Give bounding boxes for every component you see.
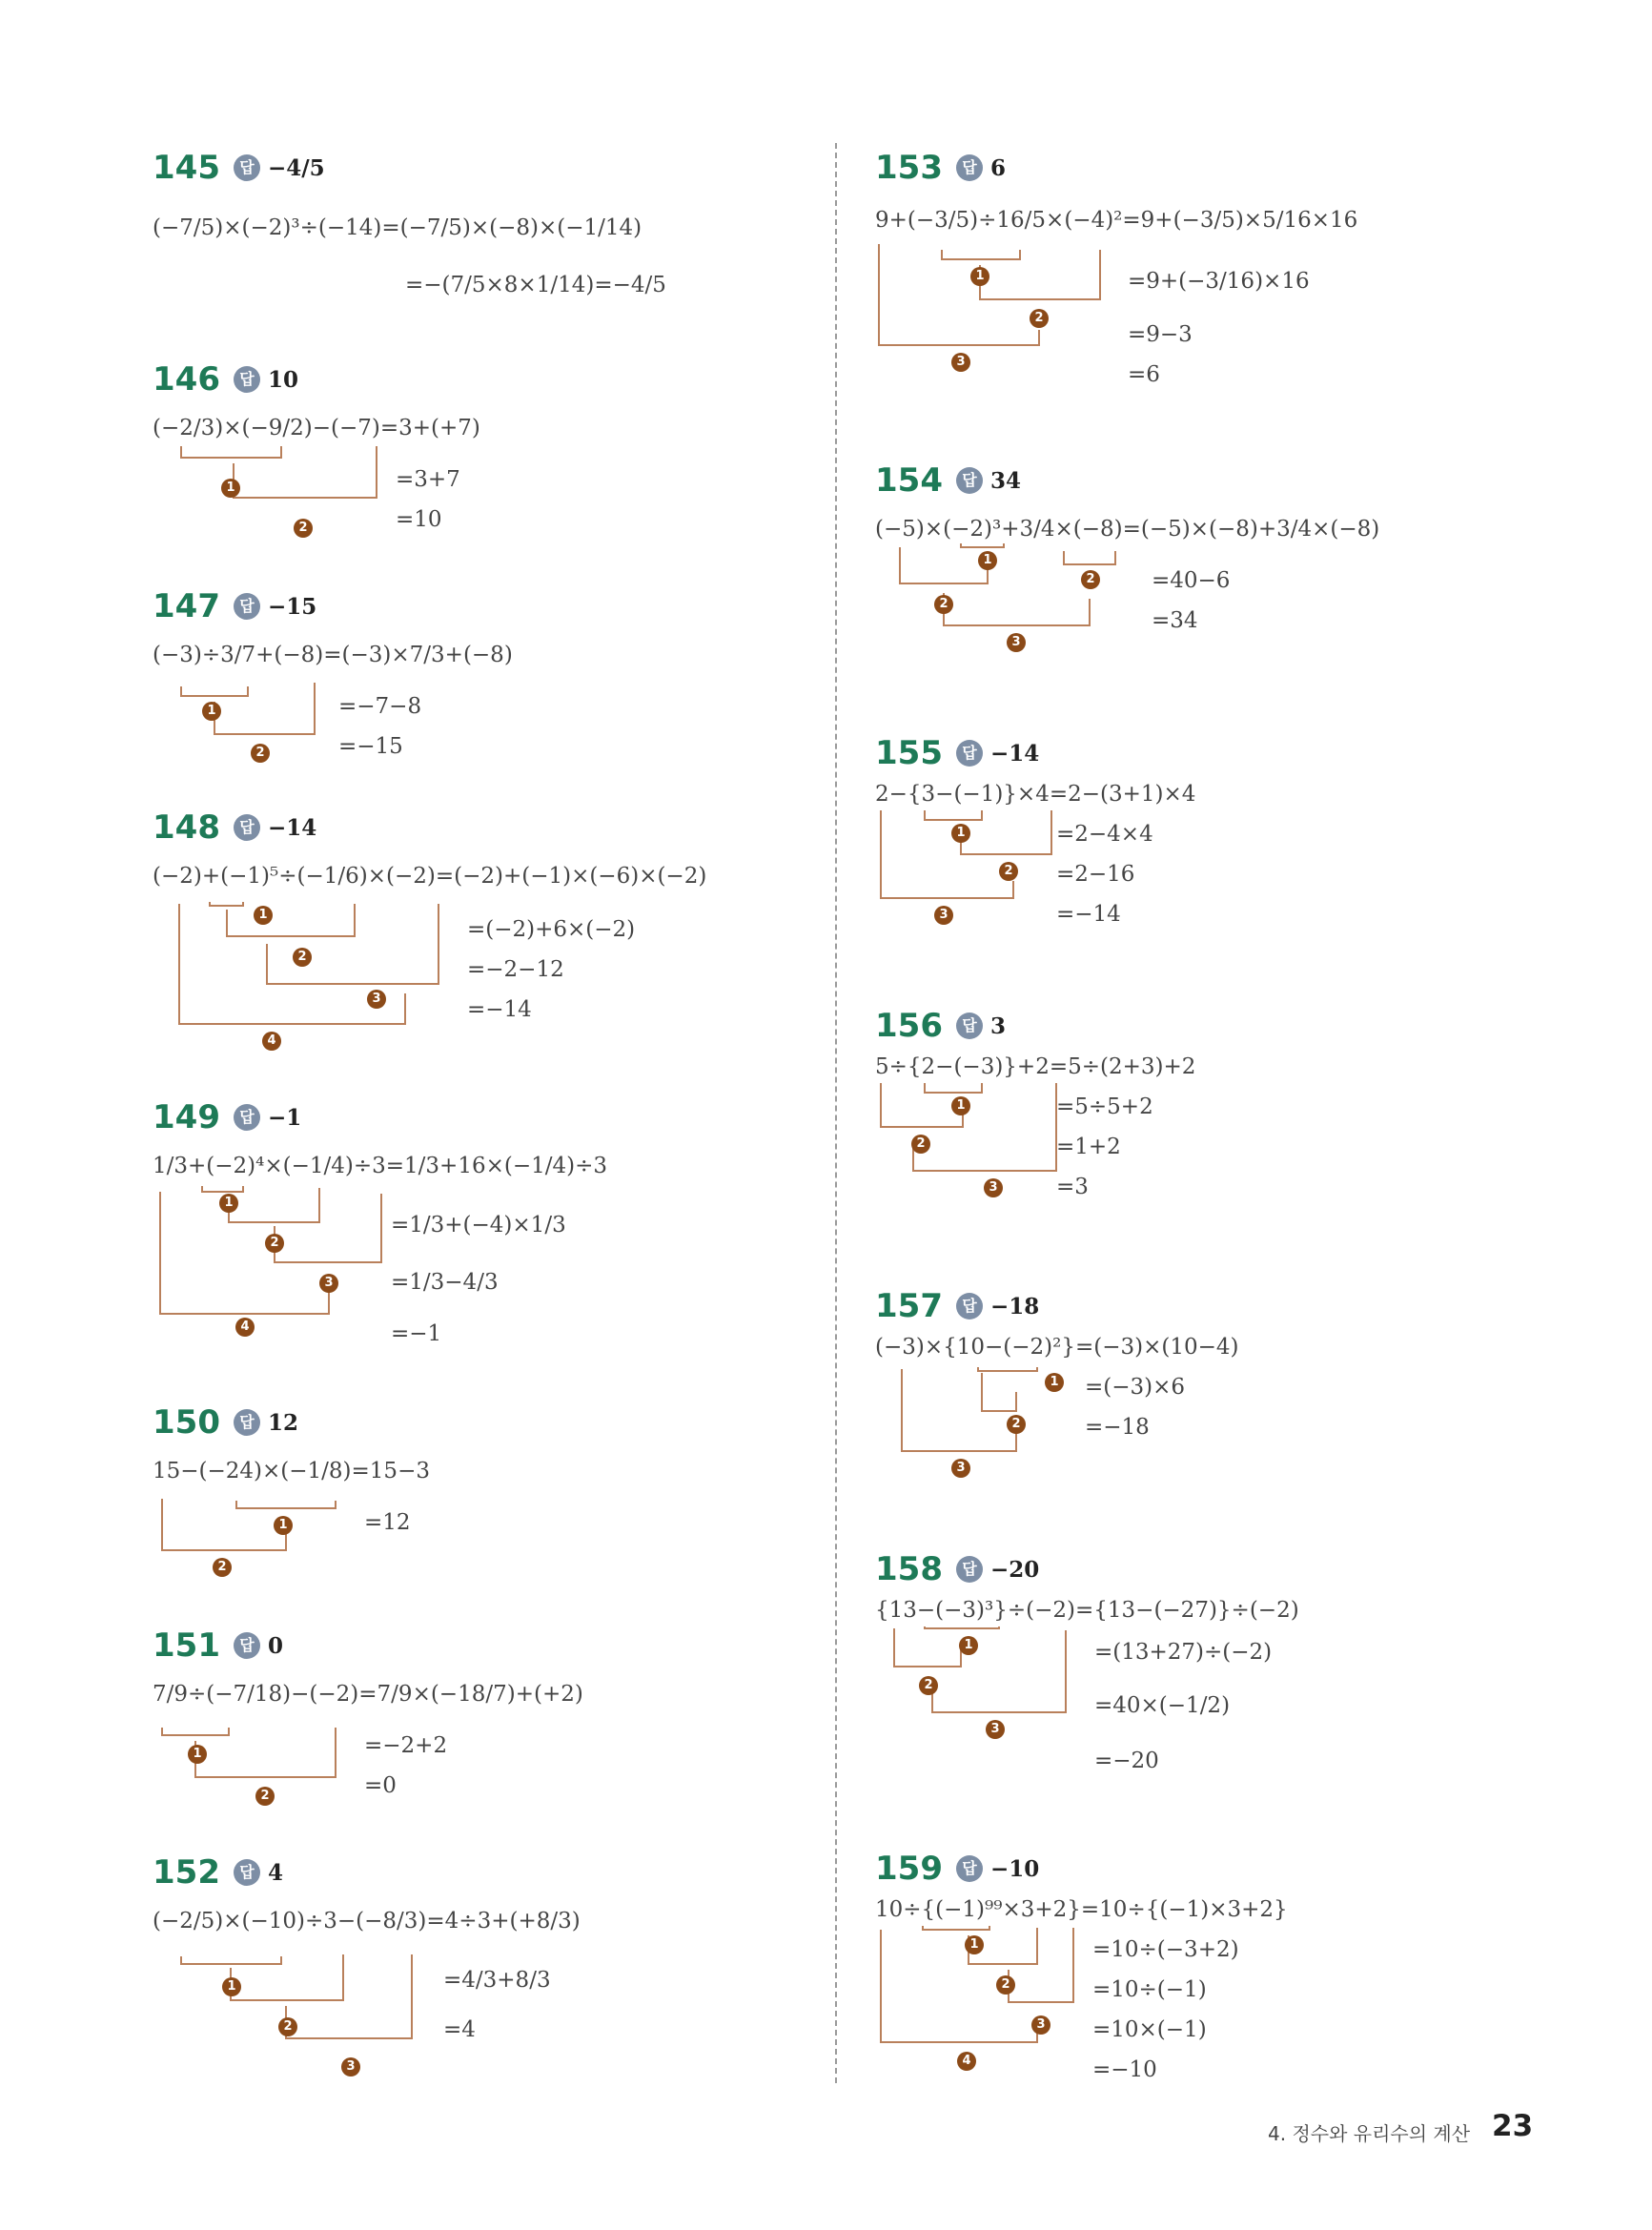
solution-line: =9+(−3/16)×16 [1128,269,1310,294]
step-marker-icon: 1 [254,906,273,925]
solution-line: (−7/5)×(−2)³÷(−14)=(−7/5)×(−8)×(−1/14) [153,215,642,240]
problem-148 [153,803,707,1048]
step-marker-icon: 1 [978,551,997,570]
answer: 10 [267,366,298,393]
solution-line: =−(7/5×8×1/14)=−4/5 [405,273,666,297]
step-marker-icon: 1 [965,1935,984,1954]
step-marker-icon: 2 [213,1558,232,1577]
step-marker-icon: 2 [1007,1415,1026,1434]
problem-146 [153,355,480,535]
answer-badge-icon: 답 [234,1632,260,1659]
problem-number: 146 [153,360,220,399]
solution-line: =−1 [391,1321,442,1346]
step-marker-icon: 1 [219,1194,238,1213]
solution-line: =10×(−1) [1092,2017,1207,2042]
problem-number: 154 [875,461,943,500]
answer: −4/5 [267,154,325,181]
problem-158 [875,1545,1299,1773]
step-marker-icon: 2 [1030,309,1049,328]
solution-line: =1/3+(−4)×1/3 [391,1213,566,1238]
step-marker-icon: 3 [1007,633,1026,652]
step-bracket-diagram [875,1844,1218,2120]
step-bracket-diagram [153,1621,438,1811]
solution-line: (−2/5)×(−10)÷3−(−8/3)=4÷3+(+8/3) [153,1909,581,1933]
problem-154 [875,456,1380,649]
solution-line: 2−{3−(−1)}×4=2−(3+1)×4 [875,782,1196,807]
step-marker-icon: 4 [262,1032,281,1051]
solution-line: =−7−8 [338,694,422,719]
problem-152 [153,1848,581,2074]
column-divider [835,143,837,2083]
solution-line: =−14 [1056,902,1121,927]
answer-badge-icon: 답 [956,1556,983,1583]
solution-line: (−2/3)×(−9/2)−(−7)=3+(+7) [153,416,480,440]
solution-line: =−20 [1094,1749,1159,1773]
problem-number: 147 [153,587,220,625]
solution-line: =(−2)+6×(−2) [467,917,636,942]
answer-badge-icon: 답 [956,467,983,494]
solution-line: =0 [364,1773,397,1798]
solution-line: =6 [1128,362,1160,387]
answer-badge-icon: 답 [956,1293,983,1320]
step-marker-icon: 3 [341,2057,360,2077]
solution-line: =2−16 [1056,862,1135,887]
answer-badge-icon: 답 [234,814,260,841]
step-marker-icon: 4 [957,2052,976,2071]
answer-badge-icon: 답 [956,1013,983,1039]
solution-line: =12 [364,1510,411,1535]
problem-number: 145 [153,149,220,187]
step-bracket-diagram [875,456,1275,675]
problem-156 [875,1001,1196,1199]
step-marker-icon: 2 [255,1787,275,1806]
answer: −14 [989,740,1040,767]
answer: −18 [989,1293,1040,1320]
answer-badge-icon: 답 [956,740,983,767]
solution-line: =9−3 [1128,322,1193,347]
chapter-title: 4. 정수와 유리수의 계산 [1268,2122,1471,2145]
problem-155 [875,728,1196,927]
solution-line: =−18 [1085,1415,1150,1440]
answer: −10 [989,1855,1040,1882]
solution-line: =−10 [1092,2057,1157,2082]
step-bracket-diagram [153,582,438,772]
step-marker-icon: 1 [1045,1373,1064,1392]
solution-line: (−3)×{10−(−2)²}=(−3)×(10−4) [875,1335,1239,1360]
problem-145 [153,143,666,297]
solution-line: =(−3)×6 [1085,1375,1186,1400]
step-marker-icon: 3 [984,1178,1003,1197]
step-bracket-diagram [153,803,610,1070]
step-marker-icon: 2 [934,595,953,614]
step-marker-icon: 2 [919,1676,938,1695]
step-marker-icon: 3 [934,906,953,925]
answer: 4 [267,1859,283,1886]
solution-line: =40×(−1/2) [1094,1693,1231,1718]
solution-line: =10 [396,507,442,532]
problem-number: 156 [875,1007,943,1045]
solution-line: =40−6 [1152,568,1231,593]
solution-line: =−14 [467,997,532,1022]
problem-153 [875,143,1358,387]
answer: 12 [267,1409,298,1436]
step-marker-icon: 2 [265,1234,284,1253]
step-marker-icon: 3 [367,990,386,1009]
step-marker-icon: 1 [951,824,970,843]
answer: 0 [267,1632,283,1659]
solution-line: =10÷(−3+2) [1092,1937,1239,1962]
answer-badge-icon: 답 [234,1104,260,1131]
step-marker-icon: 2 [278,2017,297,2036]
solution-line: =34 [1152,608,1198,633]
step-marker-icon: 3 [951,1459,970,1478]
answer-badge-icon: 답 [956,154,983,181]
answer: −15 [267,593,317,620]
step-marker-icon: 3 [951,353,970,372]
answer-badge-icon: 답 [956,1855,983,1882]
solution-line: =3 [1056,1175,1089,1199]
problem-159 [875,1844,1288,2082]
solution-line: (−5)×(−2)³+3/4×(−8)=(−5)×(−8)+3/4×(−8) [875,517,1380,542]
solution-line: =−15 [338,734,403,759]
problem-number: 149 [153,1098,220,1136]
solution-line: =−2+2 [364,1733,448,1758]
solution-line: {13−(−3)³}÷(−2)={13−(−27)}÷(−2) [875,1598,1299,1623]
step-bracket-diagram [153,355,438,545]
answer: 34 [989,467,1021,494]
step-marker-icon: 3 [986,1720,1005,1739]
step-bracket-diagram [875,143,1256,391]
solution-line: (−3)÷3/7+(−8)=(−3)×7/3+(−8) [153,643,513,667]
step-marker-icon: 1 [951,1096,970,1115]
solution-line: =4 [443,2017,476,2042]
solution-line: =2−4×4 [1056,822,1153,847]
step-marker-icon: 1 [970,267,989,286]
problem-149 [153,1093,608,1346]
step-bracket-diagram [153,1093,553,1379]
solution-line: 1/3+(−2)⁴×(−1/4)÷3=1/3+16×(−1/4)÷3 [153,1154,608,1178]
step-marker-icon: 4 [235,1318,255,1337]
problem-147 [153,582,513,760]
problem-150 [153,1398,430,1574]
problem-number: 152 [153,1853,220,1892]
solution-line: 9+(−3/5)÷16/5×(−4)²=9+(−3/5)×5/16×16 [875,208,1358,233]
solution-line: 15−(−24)×(−1/8)=15−3 [153,1459,430,1483]
step-marker-icon: 1 [959,1636,978,1655]
answer: −20 [989,1556,1040,1583]
step-marker-icon: 3 [319,1274,338,1293]
problem-number: 153 [875,149,943,187]
step-marker-icon: 1 [188,1745,207,1764]
step-marker-icon: 3 [1031,2015,1050,2035]
answer-badge-icon: 답 [234,366,260,393]
page-number: 23 [1492,2109,1534,2143]
step-marker-icon: 1 [274,1516,293,1535]
solution-line: =10÷(−1) [1092,1977,1207,2002]
answer-badge-icon: 답 [234,154,260,181]
step-marker-icon: 1 [202,702,221,721]
solution-line: (−2)+(−1)⁵÷(−1/6)×(−2)=(−2)+(−1)×(−6)×(−2) [153,864,707,889]
step-marker-icon: 2 [911,1135,930,1154]
step-marker-icon: 1 [222,1977,241,1996]
step-bracket-diagram [875,1001,1180,1239]
step-marker-icon: 2 [999,862,1018,881]
solution-line: 10÷{(−1)⁹⁹×3+2}=10÷{(−1)×3+2} [875,1897,1288,1922]
step-marker-icon: 2 [996,1975,1015,1995]
solution-line: =1/3−4/3 [391,1270,499,1295]
problem-number: 150 [153,1403,220,1442]
solution-line: 7/9÷(−7/18)−(−2)=7/9×(−18/7)+(+2) [153,1682,583,1707]
step-bracket-diagram [153,1398,438,1588]
step-bracket-diagram [153,1848,496,2077]
step-marker-icon: 1 [221,479,240,498]
step-marker-icon: 2 [1081,570,1100,589]
step-marker-icon: 2 [294,519,313,538]
problem-number: 148 [153,808,220,847]
problem-151 [153,1621,583,1803]
step-marker-icon: 2 [293,948,312,967]
solution-line: =4/3+8/3 [443,1968,551,1993]
step-bracket-diagram [875,1281,1180,1501]
solution-line: =−2−12 [467,957,564,982]
answer: −1 [267,1104,302,1131]
answer-badge-icon: 답 [234,1859,260,1886]
step-bracket-diagram [875,728,1180,967]
solution-line: =1+2 [1056,1135,1121,1159]
problem-157 [875,1281,1239,1475]
answer-badge-icon: 답 [234,593,260,620]
answer: 3 [989,1013,1006,1039]
answer-badge-icon: 답 [234,1409,260,1436]
answer: 6 [989,154,1006,181]
problem-number: 158 [875,1550,943,1588]
solution-line: =3+7 [396,467,460,492]
problem-number: 159 [875,1850,943,1888]
solution-line: =(13+27)÷(−2) [1094,1640,1273,1665]
step-marker-icon: 2 [251,744,270,763]
problem-number: 151 [153,1626,220,1665]
problem-number: 155 [875,734,943,772]
solution-line: =5÷5+2 [1056,1095,1153,1119]
step-bracket-diagram [875,1545,1218,1792]
solution-line: 5÷{2−(−3)}+2=5÷(2+3)+2 [875,1054,1196,1079]
problem-number: 157 [875,1287,943,1325]
answer: −14 [267,814,317,841]
